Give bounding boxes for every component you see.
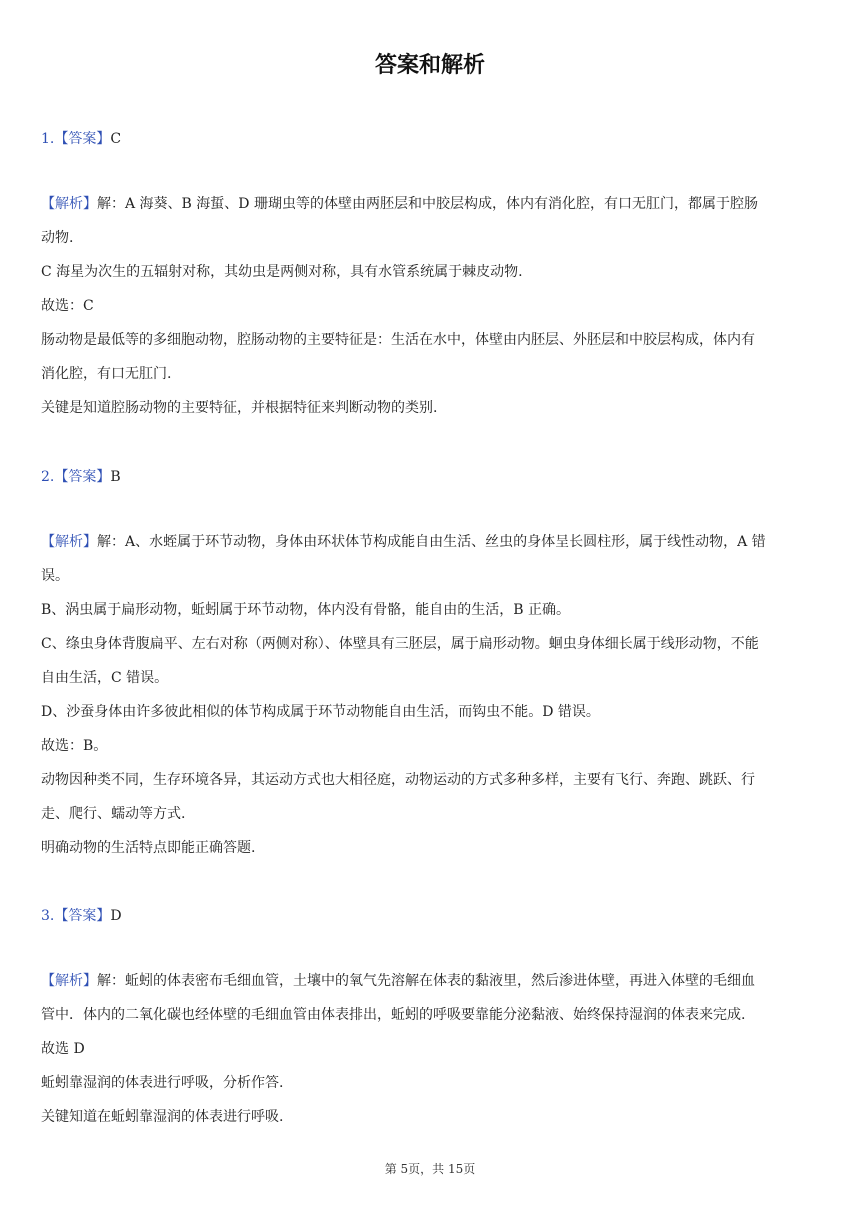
analysis-line: D、沙蚕身体由许多彼此相似的体节构成属于环节动物能自由生活，而钩虫不能。D 错误。 [41, 704, 600, 720]
answer-value: D [110, 908, 122, 924]
analysis-line: 关键知道在蚯蚓靠湿润的体表进行呼吸. [41, 1109, 284, 1125]
analysis-line: 故选 D [41, 1041, 85, 1057]
analysis-line: 动物. [41, 230, 74, 246]
question-3-analysis [41, 964, 819, 1134]
question-number: 1. [41, 131, 55, 147]
analysis-tag: 【解析】 [41, 973, 97, 989]
page-title: 答案和解析 [374, 53, 485, 78]
page-footer: 第 5页，共 15页 [384, 1162, 476, 1176]
analysis-line: 【解析】解：蚯蚓的体表密布毛细血管，土壤中的氧气先溶解在体表的黏液里，然后渗进体壁，再进入体壁的毛细血 [41, 973, 755, 989]
analysis-line: 明确动物的生活特点即能正确答题. [41, 840, 256, 856]
analysis-line: 蚯蚓靠湿润的体表进行呼吸，分析作答. [41, 1075, 284, 1091]
answer-tag: 【答案】 [54, 469, 111, 485]
question-3-answer [41, 905, 122, 925]
question-number: 3. [41, 908, 55, 924]
answer-tag: 【答案】 [54, 131, 111, 147]
analysis-line: 误。 [41, 568, 69, 584]
question-number: 2. [41, 469, 55, 485]
question-2-answer [41, 466, 121, 486]
question-1-analysis [41, 187, 819, 425]
analysis-line: B、涡虫属于扁形动物，蚯蚓属于环节动物，体内没有骨骼，能自由的生活，B 正确。 [41, 602, 571, 618]
answer-value: C [110, 131, 122, 147]
analysis-line: 自由生活，C 错误。 [41, 670, 169, 686]
question-2-analysis [41, 525, 819, 865]
analysis-line: 【解析】解：A 海葵、B 海蜇、D 珊瑚虫等的体壁由两胚层和中胶层构成，体内有消化腔，有口无肛门，都属于腔肠 [41, 196, 758, 212]
analysis-line: 管中．体内的二氧化碳也经体壁的毛细血管由体表排出，蚯蚓的呼吸要靠能分泌黏液、始终保持湿润的体表来完成. [41, 1007, 746, 1023]
analysis-line: C、绦虫身体背腹扁平、左右对称（两侧对称）、体壁具有三胚层，属于扁形动物。蛔虫身体细长属于线形动物，不能 [41, 636, 759, 652]
analysis-line: 动物因种类不同，生存环境各异，其运动方式也大相径庭，动物运动的方式多种多样，主要有飞行、奔跑、跳跃、行 [41, 772, 755, 788]
analysis-line: 关键是知道腔肠动物的主要特征，并根据特征来判断动物的类别. [41, 400, 438, 416]
analysis-line: 肠动物是最低等的多细胞动物，腔肠动物的主要特征是：生活在水中，体壁由内胚层、外胚层和中胶层构成，体内有 [41, 332, 755, 348]
question-1-answer [41, 128, 121, 148]
analysis-line: C 海星为次生的五辐射对称，其幼虫是两侧对称，具有水管系统属于棘皮动物. [41, 264, 523, 280]
analysis-line: 【解析】解：A、水蛭属于环节动物，身体由环状体节构成能自由生活、丝虫的身体呈长圆柱形，属于线性动物，A 错 [41, 534, 766, 550]
answer-tag: 【答案】 [54, 908, 111, 924]
analysis-line: 消化腔，有口无肛门. [41, 366, 172, 382]
answer-value: B [110, 469, 121, 485]
analysis-tag: 【解析】 [41, 196, 97, 212]
analysis-tag: 【解析】 [41, 534, 97, 550]
analysis-line: 故选：B。 [41, 738, 108, 754]
analysis-line: 走、爬行、蠕动等方式. [41, 806, 186, 822]
analysis-line: 故选：C [41, 298, 94, 314]
